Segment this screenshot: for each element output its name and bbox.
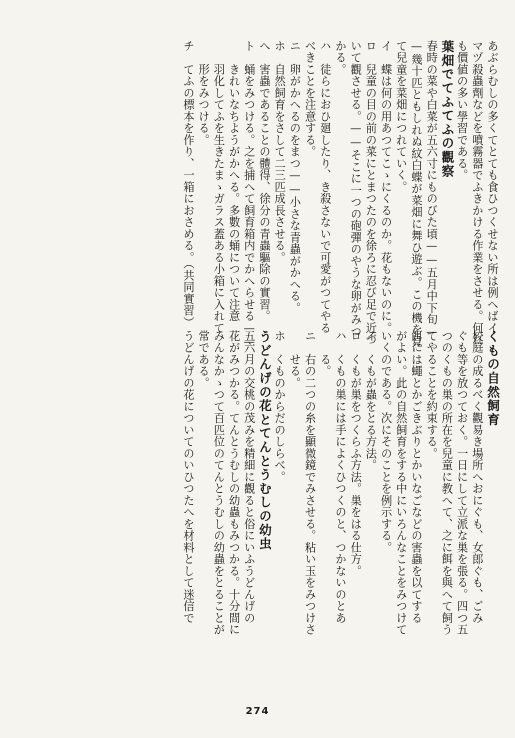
bottom-column — [38, 330, 500, 718]
text-line: つのくもの巣の所在を兒童に教へて、之に餌を與へて飼う — [440, 330, 454, 636]
text-line: 餌には蠅とかごきぶりとかいなごなどの害蟲を以てする — [409, 330, 423, 624]
list-item: ニ 卵がかへるのをまつ——小さな青蟲がかへる。 — [288, 40, 302, 314]
section-heading: くもの自然飼育 — [485, 330, 500, 427]
text-line: がよい。此の自然飼育をする中にいろんなことをみつけて — [394, 330, 408, 636]
text-line: あぶらむしの多くてとても食ひつくせない所は例へばイ — [486, 40, 499, 334]
list-item: へ 害蟲であることの體得、徐分の青蟲驅除の實習。 — [257, 40, 271, 322]
text-line: 羽化してふを生きたまゝガラス蓋ある小箱に入れて — [212, 40, 226, 334]
text-line: ぐも等を放つておく。一日にして立派な巣を張る。四つ五 — [455, 330, 469, 636]
text-line: 常である。 — [197, 330, 211, 389]
text-line: てやることを約束する。 — [425, 330, 439, 460]
text-line: いくのである。次にそのことを例示する。 — [379, 330, 393, 554]
text-line: いて觀させる。——そこに一つの砲彈のやうな卵がみつ — [349, 40, 363, 338]
text-line: る。 — [318, 330, 332, 377]
list-item: ホ くものからだのしらべ。 — [273, 330, 287, 483]
text-line: 春時の菜や白菜が五六寸にものびた頃——五月中下旬— — [425, 40, 439, 340]
list-item: ニ 右の二つの糸を顯微鏡でみさせる。粘い玉をみつけさ — [303, 330, 317, 636]
text-line: て兒童を菜畑につれていく。 — [394, 40, 408, 193]
section-heading: 葉畑でてふてふの觀察 — [439, 40, 455, 178]
text-line: うどんげの花についてのいひつたへを材料として迷信で — [181, 330, 195, 624]
text-line: みんなかゝつて百匹位のてんとうむしの幼蟲をとることが — [212, 330, 226, 636]
text-line: 花がみつかる。てんとうむしの幼蟲もみつかる。十分間に — [227, 330, 241, 636]
list-item: イ くもが蟲をとる方法。 — [364, 330, 378, 471]
text-line: 校庭の成るべく觀易き場所へおにぐも、女郎ぐも、ごみ — [470, 330, 484, 624]
list-item: ロ くもが巣をつくらふ方法。巣をはる仕方。 — [349, 330, 363, 577]
text-line: せる。 — [288, 330, 302, 389]
list-item: イ 蝶は何の用あつてこゝにくるのか。花もないのに。 — [379, 40, 393, 334]
list-item: ハ 徒らにおひ廻したり、き殺さないで可愛がつてやる — [318, 40, 332, 334]
list-item: チ てふの標本を作り、一箱におさめる。（共同實習） — [181, 40, 195, 329]
text-line: 形をみつける。 — [197, 40, 211, 146]
list-item: ト 蛹をみつける。之を捕へて飼育箱内でかへらせる—— — [242, 40, 256, 350]
list-item: ホ 自然飼育をさして二三匹成長させる。 — [273, 40, 287, 264]
text-line: かる。 — [333, 40, 347, 76]
section-heading: うどんげの花とてんとうむしの幼虫 — [256, 330, 272, 551]
text-line: —幾十匹ともしれぬ紋白蝶が菜畑に舞ひ遊ぶ。この機を見 — [409, 40, 423, 348]
text-line: も價値の多い學習である。 — [455, 40, 469, 181]
text-line: きれいなちようがかへる。多數の蛹について注意 — [227, 40, 241, 322]
page-number: 274 — [245, 706, 270, 717]
list-item: ロ 兒童の目の前の菜にとまつたのを徐ろに忍び足で近づ — [364, 40, 378, 346]
list-item: ハ くもの巣には手によくひつくのと、つかないのとあ — [333, 330, 347, 624]
text-line: 五六月の交桃の茂みを精細に觀ると俗にいふうどんげの — [242, 330, 256, 624]
text-line: べきことを注意する。 — [303, 40, 317, 158]
text-line: マヅ殺蟲劑などを噴霧器でふきかける作業をさせる。何れ — [470, 40, 484, 346]
